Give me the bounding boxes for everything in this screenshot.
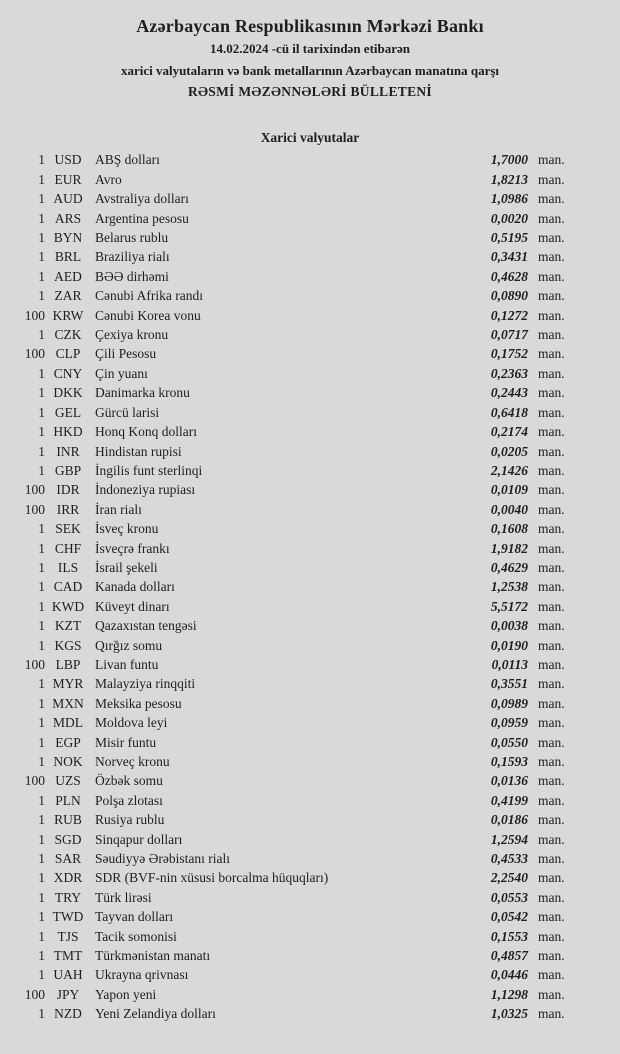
currency-code: DKK — [53, 385, 83, 401]
rate-unit: man. — [538, 327, 565, 343]
currency-quantity: 1 — [38, 754, 45, 769]
currency-quantity: 1 — [38, 424, 45, 440]
rate-row — [0, 752, 620, 771]
rate-value: 0,0038 — [490, 618, 528, 634]
rate-row — [0, 519, 620, 538]
currency-code: TJS — [57, 928, 79, 944]
currency-quantity: 1 — [38, 734, 45, 750]
rate-value: 0,4628 — [490, 268, 528, 284]
rate-row — [0, 344, 620, 363]
currency-code: KZT — [54, 618, 82, 634]
currency-quantity: 1 — [38, 249, 45, 265]
currency-quantity: 1 — [38, 288, 45, 304]
rate-row — [0, 636, 620, 655]
rate-value: 0,0113 — [491, 656, 528, 672]
currency-name: Malayziya rinqqiti — [95, 676, 196, 692]
rate-value: 1,2594 — [490, 831, 528, 847]
rate-unit: man. — [538, 230, 565, 246]
rate-unit: man. — [538, 656, 565, 672]
rate-value: 1,9182 — [490, 540, 528, 556]
currency-name: Hindistan rupisi — [95, 443, 182, 459]
rate-value: 0,4857 — [490, 948, 528, 964]
rate-row — [0, 286, 620, 305]
rate-unit: man. — [538, 152, 565, 168]
rate-row — [0, 247, 620, 266]
rate-unit: man. — [538, 307, 565, 323]
rate-value: 0,1608 — [490, 521, 528, 537]
currency-quantity: 1 — [38, 327, 45, 343]
currency-name: ABŞ dolları — [95, 152, 160, 168]
currency-name: Qazaxıstan tengəsi — [95, 618, 197, 634]
currency-quantity: 1 — [38, 948, 45, 964]
currency-name: Avstraliya dolları — [95, 191, 189, 207]
rate-value: 1,0325 — [490, 1006, 528, 1022]
currency-name: Sinqapur dolları — [95, 831, 183, 847]
rate-value: 0,0190 — [490, 637, 528, 653]
currency-quantity: 1 — [38, 928, 45, 944]
rate-row — [0, 849, 620, 868]
currency-quantity: 1 — [38, 268, 45, 284]
currency-quantity: 1 — [38, 210, 45, 226]
currency-quantity: 1 — [38, 521, 45, 537]
rate-value: 0,5195 — [490, 230, 528, 246]
rate-value: 0,1593 — [490, 754, 528, 769]
rate-value: 0,1553 — [490, 928, 528, 944]
rate-value: 0,0890 — [490, 288, 528, 304]
rate-value: 0,0542 — [490, 909, 528, 925]
currency-code: NOK — [53, 754, 83, 769]
rate-row — [0, 965, 620, 984]
currency-code: CNY — [53, 365, 83, 381]
currency-name: Qırğız somu — [95, 637, 163, 653]
currency-name: Çili Pesosu — [95, 346, 157, 362]
rate-unit: man. — [538, 540, 565, 556]
rate-unit: man. — [538, 928, 565, 944]
rate-unit: man. — [538, 695, 565, 711]
rate-unit: man. — [538, 501, 565, 517]
currency-name: Avro — [95, 171, 122, 187]
currency-quantity: 1 — [38, 967, 45, 983]
rate-row — [0, 674, 620, 693]
rate-unit: man. — [538, 559, 565, 575]
rate-row — [0, 597, 620, 616]
rate-row — [0, 325, 620, 344]
rate-value: 0,1752 — [490, 346, 528, 362]
rate-row — [0, 403, 620, 422]
rate-value: 0,0959 — [490, 715, 528, 731]
rate-row — [0, 907, 620, 926]
rate-unit: man. — [538, 598, 565, 614]
currency-name: Çexiya kronu — [95, 327, 169, 343]
rate-value: 0,1272 — [490, 307, 528, 323]
currency-name: Küveyt dinarı — [95, 598, 170, 614]
rate-value: 0,4533 — [490, 851, 528, 867]
rate-unit: man. — [538, 618, 565, 634]
rate-row — [0, 228, 620, 247]
rate-row — [0, 267, 620, 286]
rate-unit: man. — [538, 909, 565, 925]
rate-value: 0,0205 — [490, 443, 528, 459]
currency-code: KGS — [54, 637, 82, 653]
currency-code: LBP — [55, 656, 81, 672]
document-header — [0, 0, 620, 102]
currency-code: INR — [56, 443, 80, 459]
bank-name: Azərbaycan Respublikasının Mərkəzi Bankı — [136, 16, 484, 36]
currency-name: Türkmənistan manatı — [95, 948, 211, 964]
rate-row — [0, 694, 620, 713]
rate-row — [0, 500, 620, 519]
currency-name: Yapon yeni — [95, 986, 157, 1002]
currency-quantity: 1 — [38, 559, 45, 575]
rate-row — [0, 461, 620, 480]
currency-quantity: 1 — [38, 540, 45, 556]
currency-quantity: 1 — [38, 385, 45, 401]
currency-code: KRW — [52, 307, 84, 323]
currency-name: İsveç kronu — [95, 521, 159, 537]
rate-row — [0, 791, 620, 810]
currency-name: Norveç kronu — [95, 754, 170, 769]
currency-name: İsveçrə frankı — [95, 540, 170, 556]
rate-unit: man. — [538, 734, 565, 750]
rate-row — [0, 422, 620, 441]
currency-quantity: 1 — [38, 831, 45, 847]
currency-name: Ukrayna qrivnası — [95, 967, 189, 983]
currency-code: USD — [54, 152, 82, 168]
rate-row — [0, 1004, 620, 1023]
currency-code: CZK — [54, 327, 82, 343]
rate-value: 0,0553 — [490, 889, 528, 905]
currency-quantity: 1 — [38, 404, 45, 420]
currency-quantity: 100 — [24, 482, 45, 498]
rate-unit: man. — [538, 831, 565, 847]
rate-value: 0,0040 — [490, 501, 528, 517]
currency-name: Honq Konq dolları — [95, 424, 197, 440]
rate-row — [0, 713, 620, 732]
rate-unit: man. — [538, 385, 565, 401]
rate-row — [0, 888, 620, 907]
currency-quantity: 1 — [38, 851, 45, 867]
rate-row — [0, 810, 620, 829]
currency-name: Cənubi Korea vonu — [95, 307, 201, 323]
currency-code: JPY — [56, 986, 80, 1002]
currency-quantity: 1 — [38, 909, 45, 925]
rate-unit: man. — [538, 249, 565, 265]
rate-unit: man. — [538, 346, 565, 362]
currency-code: ILS — [57, 559, 79, 575]
currency-quantity: 1 — [38, 870, 45, 886]
currency-name: Rusiya rublu — [95, 812, 165, 828]
currency-code: CLP — [55, 346, 81, 362]
rate-row — [0, 306, 620, 325]
rate-unit: man. — [538, 870, 565, 886]
currency-code: SEK — [55, 521, 81, 537]
currency-quantity: 1 — [38, 579, 45, 595]
rate-value: 0,0446 — [490, 967, 528, 983]
rate-value: 1,8213 — [490, 171, 528, 187]
rate-unit: man. — [538, 986, 565, 1002]
rate-unit: man. — [538, 171, 565, 187]
currency-name: Danimarka kronu — [95, 385, 190, 401]
rate-unit: man. — [538, 773, 565, 789]
section-title-foreign-currencies: Xarici valyutalar — [260, 129, 360, 145]
currency-quantity: 1 — [38, 365, 45, 381]
currency-code: BYN — [53, 230, 83, 246]
rate-value: 0,0186 — [490, 812, 528, 828]
currency-quantity: 1 — [38, 695, 45, 711]
rate-row — [0, 771, 620, 790]
currency-code: RUB — [54, 812, 82, 828]
currency-name: Yeni Zelandiya dolları — [95, 1006, 216, 1022]
currency-quantity: 1 — [38, 715, 45, 731]
currency-code: ARS — [54, 210, 82, 226]
rate-unit: man. — [538, 792, 565, 808]
currency-quantity: 1 — [38, 171, 45, 187]
currency-name: İsrail şekeli — [95, 559, 158, 575]
rate-row — [0, 733, 620, 752]
rate-value: 1,0986 — [490, 191, 528, 207]
currency-quantity: 1 — [38, 812, 45, 828]
currency-code: EUR — [54, 171, 82, 187]
currency-quantity: 1 — [38, 152, 45, 168]
rate-unit: man. — [538, 754, 565, 769]
currency-code: IRR — [56, 501, 80, 517]
currency-code: HKD — [53, 424, 83, 440]
currency-quantity: 100 — [24, 773, 45, 789]
currency-quantity: 1 — [38, 792, 45, 808]
rate-value: 0,0109 — [490, 482, 528, 498]
currency-quantity: 1 — [38, 462, 45, 478]
rate-value: 1,1298 — [490, 986, 528, 1002]
rate-row — [0, 616, 620, 635]
rate-value: 0,0717 — [490, 327, 528, 343]
currency-code: MXN — [52, 695, 84, 711]
currency-name: Cənubi Afrika randı — [95, 288, 203, 304]
currency-quantity: 100 — [24, 656, 45, 672]
currency-name: Braziliya rialı — [95, 249, 170, 265]
rate-value: 2,1426 — [490, 462, 528, 478]
rate-value: 0,2443 — [490, 385, 528, 401]
rate-value: 0,2363 — [490, 365, 528, 381]
rate-row — [0, 927, 620, 946]
currency-code: AUD — [53, 191, 83, 207]
rate-row — [0, 170, 620, 189]
rate-row — [0, 985, 620, 1004]
rate-unit: man. — [538, 462, 565, 478]
currency-code: IDR — [56, 482, 80, 498]
rate-unit: man. — [538, 1006, 565, 1022]
rate-value: 5,5172 — [490, 598, 528, 614]
currency-name: Polşa zlotası — [95, 792, 163, 808]
rate-unit: man. — [538, 521, 565, 537]
currency-code: TMT — [53, 948, 83, 964]
rates-table — [0, 150, 620, 1023]
rate-value: 0,0550 — [490, 734, 528, 750]
currency-code: CAD — [53, 579, 83, 595]
currency-name: Belarus rublu — [95, 230, 169, 246]
rate-unit: man. — [538, 676, 565, 692]
rate-unit: man. — [538, 967, 565, 983]
rate-unit: man. — [538, 424, 565, 440]
currency-name: SDR (BVF-nin xüsusi borcalma hüquqları) — [95, 870, 329, 886]
rate-row — [0, 655, 620, 674]
rate-value: 0,4629 — [490, 559, 528, 575]
currency-quantity: 1 — [38, 618, 45, 634]
currency-name: Livan funtu — [95, 656, 159, 672]
rate-unit: man. — [538, 482, 565, 498]
currency-code: EGP — [55, 734, 81, 750]
rate-row — [0, 442, 620, 461]
currency-name: Tayvan dolları — [95, 909, 174, 925]
rate-value: 0,0136 — [490, 773, 528, 789]
rate-value: 0,2174 — [490, 424, 528, 440]
currency-code: KWD — [51, 598, 85, 614]
rate-row — [0, 189, 620, 208]
currency-code: UZS — [55, 773, 81, 789]
rate-row — [0, 558, 620, 577]
rate-row — [0, 946, 620, 965]
rate-row — [0, 539, 620, 558]
currency-name: Türk lirəsi — [95, 889, 152, 905]
rate-row — [0, 480, 620, 499]
currency-name: Meksika pesosu — [95, 695, 182, 711]
rate-value: 0,3431 — [490, 249, 528, 265]
rate-value: 0,6418 — [490, 404, 528, 420]
currency-code: AED — [54, 268, 82, 284]
rate-row — [0, 868, 620, 887]
currency-name: Gürcü larisi — [95, 404, 160, 420]
rate-value: 0,4199 — [490, 792, 528, 808]
document-subtitle: xarici valyutaların və bank metallarının Azərbaycan manatına qarşı — [120, 62, 500, 78]
currency-name: Kanada dolları — [95, 579, 175, 595]
currency-quantity: 1 — [38, 889, 45, 905]
rate-row — [0, 209, 620, 228]
currency-quantity: 1 — [38, 637, 45, 653]
currency-code: SGD — [54, 831, 82, 847]
currency-name: Misir funtu — [95, 734, 157, 750]
rate-value: 2,2540 — [490, 870, 528, 886]
currency-code: ZAR — [54, 288, 82, 304]
currency-quantity: 1 — [38, 230, 45, 246]
currency-name: İndoneziya rupiası — [95, 482, 196, 498]
currency-code: TWD — [52, 909, 84, 925]
rate-unit: man. — [538, 851, 565, 867]
currency-name: Səudiyyə Ərəbistanı rialı — [95, 851, 230, 867]
rate-unit: man. — [538, 210, 565, 226]
currency-quantity: 1 — [38, 1006, 45, 1022]
currency-name: İran rialı — [95, 501, 142, 517]
currency-code: XDR — [53, 870, 83, 886]
rate-unit: man. — [538, 579, 565, 595]
currency-code: UAH — [53, 967, 83, 983]
rate-value: 0,0989 — [490, 695, 528, 711]
rate-unit: man. — [538, 191, 565, 207]
rate-unit: man. — [538, 404, 565, 420]
rate-unit: man. — [538, 288, 565, 304]
currency-code: CHF — [54, 540, 82, 556]
currency-quantity: 1 — [38, 191, 45, 207]
currency-code: MYR — [52, 676, 84, 692]
bulletin-title: RƏSMİ MƏZƏNNƏLƏRİ BÜLLETENİ — [187, 83, 432, 99]
currency-quantity: 100 — [24, 307, 45, 323]
currency-code: NZD — [54, 1006, 82, 1022]
currency-name: İngilis funt sterlinqi — [95, 462, 203, 478]
rate-unit: man. — [538, 948, 565, 964]
rate-value: 0,0020 — [490, 210, 528, 226]
currency-name: Özbək somu — [95, 773, 163, 789]
rate-value: 0,3551 — [490, 676, 528, 692]
currency-quantity: 100 — [24, 986, 45, 1002]
rate-row — [0, 150, 620, 169]
rate-unit: man. — [538, 715, 565, 731]
rate-row — [0, 577, 620, 596]
currency-code: GEL — [54, 404, 82, 420]
currency-quantity: 1 — [38, 676, 45, 692]
rate-unit: man. — [538, 443, 565, 459]
currency-name: Argentina pesosu — [95, 210, 189, 226]
currency-quantity: 100 — [24, 501, 45, 517]
effective-date-line: 14.02.2024 -cü il tarixindən etibarən — [209, 40, 411, 56]
rate-row — [0, 364, 620, 383]
rate-unit: man. — [538, 365, 565, 381]
rate-unit: man. — [538, 268, 565, 284]
rate-value: 1,7000 — [490, 152, 528, 168]
currency-quantity: 1 — [38, 598, 45, 614]
rate-row — [0, 383, 620, 402]
currency-code: GBP — [54, 462, 82, 478]
currency-name: Çin yuanı — [95, 365, 148, 381]
currency-code: TRY — [54, 889, 82, 905]
currency-quantity: 100 — [24, 346, 45, 362]
rate-unit: man. — [538, 637, 565, 653]
rate-row — [0, 830, 620, 849]
rate-unit: man. — [538, 812, 565, 828]
currency-code: PLN — [55, 792, 81, 808]
currency-name: BƏƏ dirhəmi — [95, 268, 169, 284]
currency-code: BRL — [54, 249, 82, 265]
currency-name: Moldova leyi — [95, 715, 168, 731]
rate-unit: man. — [538, 889, 565, 905]
currency-code: SAR — [54, 851, 82, 867]
rate-value: 1,2538 — [490, 579, 528, 595]
currency-code: MDL — [53, 715, 83, 731]
currency-name: Tacik somonisi — [95, 928, 177, 944]
currency-quantity: 1 — [38, 443, 45, 459]
